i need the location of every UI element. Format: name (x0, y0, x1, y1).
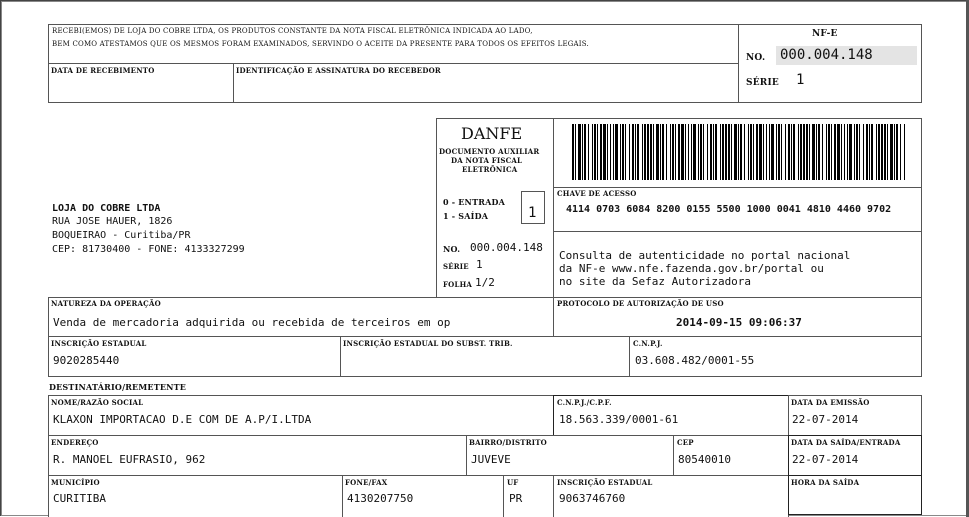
canhoto-serie-label: SÉRIE (746, 78, 779, 88)
danfe-entrada: 0 - ENTRADA (443, 197, 506, 207)
protocolo-label: PROTOCOLO DE AUTORIZAÇÃO DE USO (557, 299, 724, 308)
data-recebimento-label: DATA DE RECEBIMENTO (51, 66, 155, 75)
canhoto-no-label: NO. (746, 53, 766, 63)
dest-bairro-label: BAIRRO/DISTRITO (469, 438, 547, 447)
danfe-folha-label: FOLHA (443, 280, 473, 289)
danfe-folha: 1/2 (475, 276, 495, 289)
ie-label: INSCRIÇÃO ESTADUAL (51, 339, 147, 348)
dest-fone-label: FONE/FAX (345, 478, 388, 487)
canhoto-text-line2: BEM COMO ATESTAMOS QUE OS MESMOS FORAM EXAMINADOS, SERVINDO O ACEITE DA PRESENTE PARA TODOS OS EFEITOS LEGAIS. (52, 40, 589, 48)
dest-bairro: JUVEVE (471, 453, 511, 466)
dest-nome-label: NOME/RAZÃO SOCIAL (51, 398, 144, 407)
canhoto-nfe-label: NF-E (812, 29, 838, 39)
chave-label: CHAVE DE ACESSO (557, 189, 637, 198)
cnpj-value: 03.608.482/0001-55 (635, 354, 755, 367)
danfe-title: DANFE (461, 124, 523, 143)
dest-cep-label: CEP (677, 438, 694, 447)
dest-endereco: R. MANOEL EUFRASIO, 962 (53, 453, 206, 466)
danfe-numero: 000.004.148 (470, 241, 543, 254)
emitente-nome: LOJA DO COBRE LTDA (52, 203, 161, 214)
dest-uf-label: UF (507, 478, 519, 487)
cnpj-label: C.N.P.J. (633, 339, 663, 348)
dest-emissao: 22-07-2014 (792, 413, 859, 426)
consulta-line3: no site da Sefaz Autorizadora (559, 275, 752, 288)
assinatura-label: IDENTIFICAÇÃO E ASSINATURA DO RECEBEDOR (236, 66, 441, 75)
dest-saida: 22-07-2014 (792, 453, 859, 466)
barcode-bar (904, 124, 905, 180)
natureza-label: NATUREZA DA OPERAÇÃO (51, 299, 161, 308)
canhoto-serie: 1 (796, 72, 805, 88)
dest-endereco-label: ENDEREÇO (51, 438, 99, 447)
danfe-no-label: NO. (443, 244, 461, 254)
danfe-subtitle3: ELETRÔNICA (462, 165, 518, 174)
dest-municipio: CURITIBA (53, 492, 106, 505)
emitente-cep-fone: CEP: 81730400 - FONE: 4133327299 (52, 244, 245, 255)
danfe-serie-label: SÉRIE (443, 262, 469, 271)
dest-fone: 4130207750 (347, 492, 414, 505)
danfe-subtitle1: DOCUMENTO AUXILIAR (439, 147, 540, 156)
dest-municipio-label: MUNICÍPIO (51, 478, 100, 487)
barcode-image (572, 124, 905, 180)
dest-saida-label: DATA DA SAÍDA/ENTRADA (791, 438, 901, 447)
dest-ie-label: INSCRIÇÃO ESTADUAL (557, 478, 653, 487)
danfe-saida: 1 - SAÍDA (443, 211, 489, 221)
dest-cnpj: 18.563.339/0001-61 (559, 413, 679, 426)
dest-uf: PR (509, 492, 523, 505)
emitente-bairro-cidade: BOQUEIRAO - Curitiba/PR (52, 230, 191, 241)
dest-nome: KLAXON IMPORTACAO D.E COM DE A.P/I.LTDA (53, 413, 312, 426)
canhoto-numero: 000.004.148 (780, 47, 873, 63)
chave-value[interactable]: 4114 0703 6084 8200 0155 5500 1000 0041 4810 4460 9702 (566, 204, 892, 215)
dest-cnpj-label: C.N.P.J./C.P.F. (557, 398, 612, 407)
dest-hora-label: HORA DA SAÍDA (791, 478, 860, 487)
consulta-line2[interactable]: da NF-e www.nfe.fazenda.gov.br/portal ou (559, 262, 824, 275)
danfe-subtitle2: DA NOTA FISCAL (451, 156, 523, 165)
protocolo-value: 2014-09-15 09:06:37 (676, 316, 802, 329)
emitente-endereco: RUA JOSE HAUER, 1826 (52, 216, 173, 227)
natureza-value: Venda de mercadoria adquirida ou recebida de terceiros em op (53, 316, 451, 329)
ie-value: 9020285440 (53, 354, 120, 367)
ie-st-label: INSCRIÇÃO ESTADUAL DO SUBST. TRIB. (343, 339, 513, 348)
dest-ie: 9063746760 (559, 492, 626, 505)
destinatario-title: DESTINATÁRIO/REMETENTE (49, 382, 187, 392)
danfe-tipo: 1 (528, 205, 537, 221)
dest-cep: 80540010 (678, 453, 731, 466)
canhoto-text-line1: RECEBI(EMOS) DE LOJA DO COBRE LTDA, OS PRODUTOS CONSTANTE DA NOTA FISCAL ELETRÔNICA INDICADA AO LADO, (52, 27, 533, 35)
dest-emissao-label: DATA DA EMISSÃO (791, 398, 870, 407)
consulta-line1: Consulta de autenticidade no portal nacional (559, 249, 851, 262)
danfe-serie: 1 (476, 258, 483, 271)
